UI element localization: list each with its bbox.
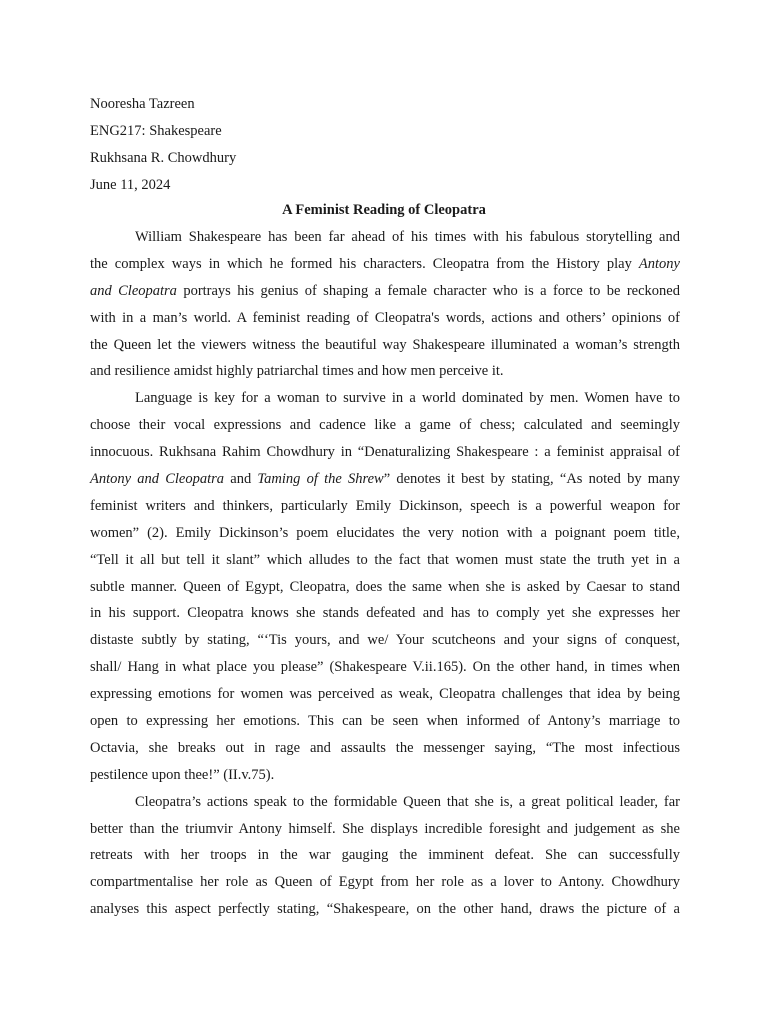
text-segment: Cleopatra’s actions speak to the formidable Queen that she is, a great political leader, far xyxy=(135,793,680,810)
text-line xyxy=(90,520,680,547)
text-line xyxy=(90,627,680,654)
text-line xyxy=(90,681,680,708)
text-segment: with in a man’s world. A feminist reading of Cleopatra's words, actions and others’ opinions of xyxy=(90,309,680,326)
header-block xyxy=(90,91,690,199)
text-segment: Language is key for a woman to survive in a world dominated by men. Women have to xyxy=(135,390,680,407)
text-line xyxy=(90,789,680,816)
author-name: Nooresha Tazreen xyxy=(90,96,195,112)
text-line xyxy=(90,762,680,789)
text-line xyxy=(90,466,680,493)
italic-text: and Cleopatra xyxy=(90,282,177,299)
text-line xyxy=(90,600,680,627)
text-segment: William Shakespeare has been far ahead of his times with his fabulous storytelling and xyxy=(135,229,680,245)
text-segment: compartmentalise her role as Queen of Egypt from her role as a lover to Antony. Chowdhury xyxy=(90,874,680,891)
text-segment: pestilence upon thee!” (II.v.75). xyxy=(90,766,275,783)
text-segment: “Tell it all but tell it slant” which alludes to the fact that women must state the truth yet in a xyxy=(90,551,680,568)
text-line xyxy=(90,385,680,412)
essay-title: A Feminist Reading of Cleopatra xyxy=(282,202,486,218)
text-segment: choose their vocal expressions and cadence like a game of chess; calculated and seemingly xyxy=(90,417,680,434)
text-line xyxy=(90,251,680,278)
text-segment: ” denotes it best by stating, “As noted by many xyxy=(383,471,680,488)
text-line xyxy=(90,842,680,869)
text-line xyxy=(90,547,680,574)
text-line xyxy=(90,574,680,601)
text-segment: retreats with her troops in the war gauging the imminent defeat. She can successfully xyxy=(90,847,680,864)
italic-text: Antony and Cleopatra xyxy=(90,471,225,488)
text-segment: open to expressing her emotions. This can be seen when informed of Antony’s marriage to xyxy=(90,713,680,730)
text-line xyxy=(90,816,680,843)
text-line xyxy=(90,654,680,681)
course-name: ENG217: Shakespeare xyxy=(90,123,222,139)
instructor-name: Rukhsana R. Chowdhury xyxy=(90,150,237,166)
text-segment: portrays his genius of shaping a female character who is a force to be reckoned xyxy=(176,282,680,299)
text-segment: and resilience amidst highly patriarchal times and how men perceive it. xyxy=(90,363,504,380)
text-line xyxy=(90,332,680,359)
text-segment: feminist writers and thinkers, particularly Emily Dickinson, speech is a powerful weapon for xyxy=(90,497,680,514)
text-segment: Octavia, she breaks out in rage and assaults the messenger saying, “The most infectious xyxy=(90,739,680,756)
italic-text: Taming of the Shrew xyxy=(257,471,384,488)
text-line xyxy=(90,735,680,762)
essay-body xyxy=(90,224,680,923)
text-line xyxy=(90,224,680,251)
text-segment: shall/ Hang in what place you please” (Shakespeare V.ii.165). On the other hand, in times when xyxy=(90,659,680,676)
text-line xyxy=(90,869,680,896)
text-segment: women” (2). Emily Dickinson’s poem elucidates the very notion with a poignant poem title, xyxy=(90,524,680,541)
text-line xyxy=(90,305,680,332)
text-segment: analyses this aspect perfectly stating, “Shakespeare, on the other hand, draws the picture of a xyxy=(90,901,680,918)
text-segment: expressing emotions for women was perceived as weak, Cleopatra challenges that idea by being xyxy=(90,686,680,703)
italic-text: Antony xyxy=(638,255,680,272)
text-line xyxy=(90,439,680,466)
text-segment: better than the triumvir Antony himself. She displays incredible foresight and judgement as she xyxy=(90,820,680,837)
text-segment: distaste subtly by stating, “‘Tis yours, and we/ Your scutcheons and your signs of conquest, xyxy=(90,632,680,649)
text-segment: and xyxy=(224,471,258,488)
text-segment: innocuous. Rukhsana Rahim Chowdhury in “Denaturalizing Shakespeare : a feminist appraisal of xyxy=(90,444,680,461)
text-line xyxy=(90,358,680,385)
text-segment: in his support. Cleopatra knows she stands defeated and has to comply yet she expresses her xyxy=(90,605,680,622)
text-line xyxy=(90,412,680,439)
date: June 11, 2024 xyxy=(90,177,171,193)
text-line xyxy=(90,896,680,923)
text-line xyxy=(90,493,680,520)
text-segment: subtle manner. Queen of Egypt, Cleopatra, does the same when she is asked by Caesar to stand xyxy=(90,578,680,595)
text-line xyxy=(90,278,680,305)
text-segment: the complex ways in which he formed his characters. Cleopatra from the History play xyxy=(90,255,639,272)
text-line xyxy=(90,708,680,735)
text-segment: the Queen let the viewers witness the beautiful way Shakespeare illuminated a woman’s strength xyxy=(90,336,680,353)
